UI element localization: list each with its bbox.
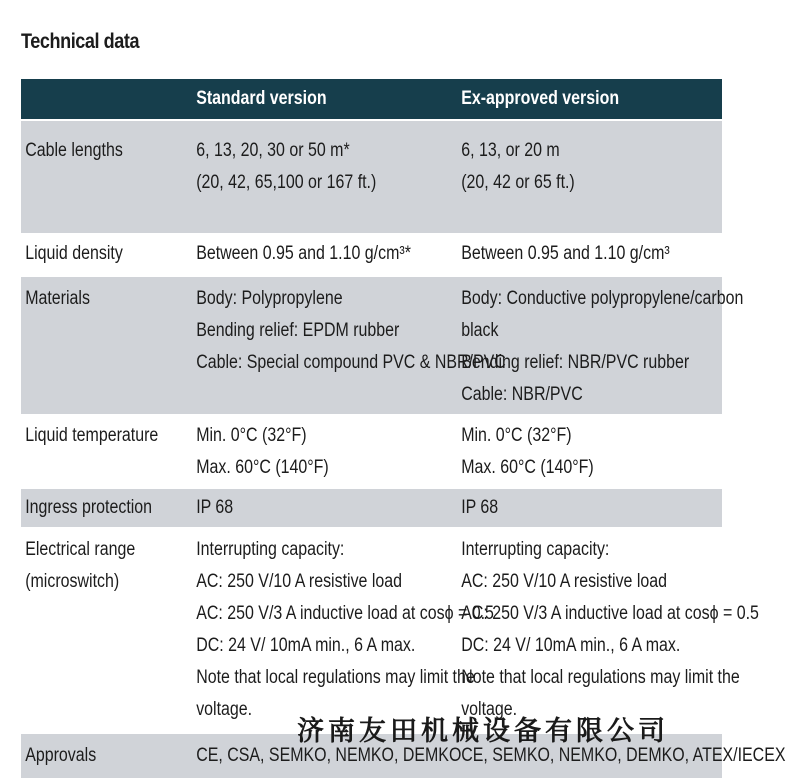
ex-value: Body: Conductive polypropylene/carbon black Bending relief: NBR/PVC rubber Cable: NBR/PVC — [461, 288, 744, 405]
row-label: Ingress protection — [25, 497, 153, 518]
standard-value: Body: Polypropylene Bending relief: EPDM rubber Cable: Special compound PVC & NBR/PVC — [196, 288, 506, 373]
header-cell-label — [21, 79, 165, 119]
row-label: Materials — [25, 288, 90, 309]
ex-value: Min. 0°C (32°F) Max. 60°C (140°F) — [461, 425, 594, 478]
ex-value: 6, 13, or 20 m (20, 42 or 65 ft.) — [461, 140, 575, 193]
table-header-row — [21, 79, 722, 121]
page-title: Technical data — [21, 30, 140, 53]
technical-data-table — [21, 79, 786, 778]
company-watermark: 济南友田机械设备有限公司 — [297, 716, 669, 747]
ex-value: Interrupting capacity: AC: 250 V/10 A resistive load AC: 250 V/3 A inductive load at cosϕ = 0.5 DC: 24 V/ 10mA min., 6 A max. Note that local regulations may limit the voltage. — [461, 539, 759, 720]
header-cell-standard: Standard version — [196, 88, 327, 109]
standard-value: CE, CSA, SEMKO, NEMKO, DEMKO — [196, 745, 462, 766]
row-label: Approvals — [25, 745, 97, 766]
table-row — [21, 235, 722, 277]
standard-value: Between 0.95 and 1.10 g/cm³* — [196, 243, 411, 264]
table-row — [21, 416, 722, 489]
row-label: Liquid density — [25, 243, 123, 264]
ex-value: IP 68 — [461, 497, 499, 518]
table-row — [21, 489, 722, 529]
ex-value: CE, SEMKO, NEMKO, DEMKO, ATEX/IECEX — [461, 745, 786, 766]
row-label: Liquid temperature — [25, 425, 159, 446]
standard-value: Min. 0°C (32°F) Max. 60°C (140°F) — [196, 425, 329, 478]
ex-value: Between 0.95 and 1.10 g/cm³ — [461, 243, 670, 264]
table-row — [21, 121, 722, 235]
row-label: Electrical range (microswitch) — [25, 539, 136, 592]
standard-value: 6, 13, 20, 30 or 50 m* (20, 42, 65,100 or 167 ft.) — [196, 140, 377, 193]
table-row — [21, 277, 744, 416]
header-cell-ex: Ex-approved version — [461, 88, 620, 109]
standard-value: IP 68 — [196, 497, 234, 518]
standard-value: Interrupting capacity: AC: 250 V/10 A resistive load AC: 250 V/3 A inductive load at cosϕ = 0.5 DC: 24 V/ 10mA min., 6 A max. Note that local regulations may limit the voltage. — [196, 539, 494, 720]
table-row — [21, 529, 759, 734]
row-label: Cable lengths — [25, 140, 123, 161]
